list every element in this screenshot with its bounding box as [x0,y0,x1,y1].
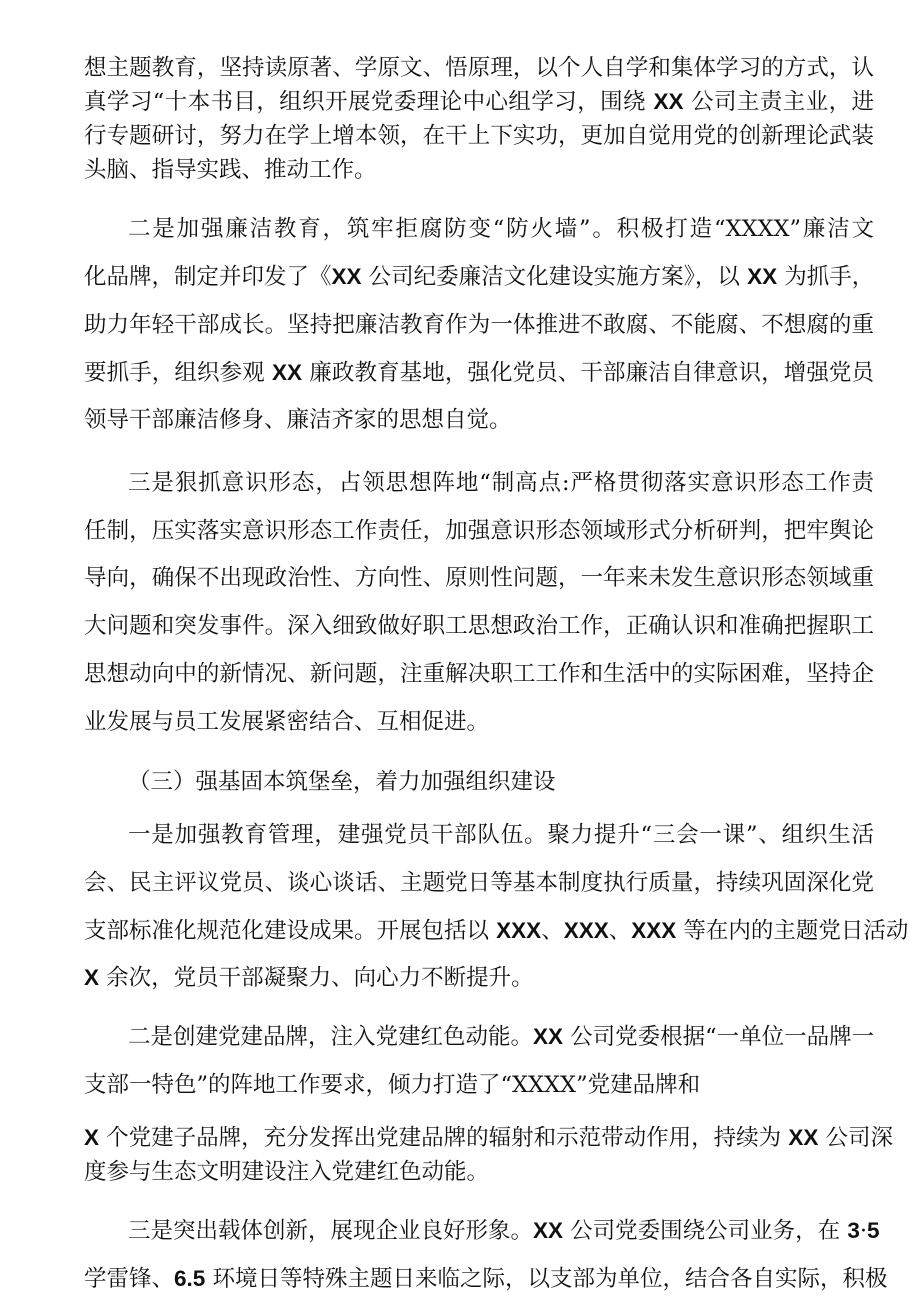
bold-text-run: XX [272,360,303,385]
text-line-5 [128,214,874,244]
text-line-19 [84,963,874,993]
text-run: 学雷锋、 [84,1266,175,1292]
text-run: 助力年轻干部成长。坚持把廉洁教育作为一体推进不敢腐、不能腐、不想腐的重 [84,312,874,338]
bold-text-run: XX [331,264,362,289]
text-run: 化品牌，制定并印发了《 [84,264,332,290]
text-line-18 [84,916,909,946]
text-run: 真学习“十本书目，组织开展党委理论中心组学习，围绕 [84,89,654,115]
text-run: 公司党委围绕公司业务，在 [563,1218,848,1244]
text-run: 要抓手，组织参观 [84,360,272,386]
text-line-6 [84,262,874,292]
text-line-15 [84,707,874,737]
text-run: 公司主责主业，进 [683,89,875,115]
text-run: 、 [608,918,632,944]
text-run: · [859,1218,868,1244]
text-run: 环境日等特殊主题日来临之际，以支部为单位，结合各自实际，积极 [205,1266,888,1292]
text-line-7 [84,310,874,340]
text-line-1 [84,53,874,83]
text-run: 导向，确保不出现政治性、方向性、原则性问题，一年来未发生意识形态领域重 [84,565,874,591]
text-line-20 [128,1022,874,1052]
text-line-22 [84,1123,893,1153]
bold-text-run: XX [788,1125,819,1150]
text-run: 思想动向中的新情况、新问题，注重解决职工工作和生活中的实际困难，坚持企 [84,661,874,687]
text-run: 三是突出载体创新，展现企业良好形象。 [128,1218,534,1244]
section-heading [128,767,874,797]
text-line-21 [84,1070,874,1100]
text-run: 公司深 [818,1125,893,1151]
bold-text-run: XXX [496,918,542,943]
text-run: 余次，党员干部凝聚力、向心力不断提升。 [99,965,534,991]
text-run: 大问题和突发事件。深入细致做好职工思想政治工作，正确认识和准确把握职工 [84,613,874,639]
text-line-25 [84,1264,888,1294]
bold-text-run: X [84,1125,100,1150]
text-run: 领导干部廉洁修身、廉洁齐家的思想自觉。 [84,407,512,433]
text-run: 一是加强教育管理，建强党员干部队伍。聚力提升“三会一课”、组织生活 [128,822,874,848]
text-run: 公司纪委廉洁文化建设实施方案》，以 [361,264,748,290]
text-line-8 [84,358,874,388]
bold-text-run: 3 [847,1218,860,1243]
text-line-14 [84,659,874,689]
bold-text-run: XXX [631,918,677,943]
text-run: 想主题教育，坚持读原著、学原文、悟原理，以个人自学和集体学习的方式，认 [84,55,874,81]
text-run: 个党建子品牌，充分发挥出党建品牌的辐射和示范带动作用，持续为 [99,1125,789,1151]
bold-text-run: XX [747,264,778,289]
text-run: 头脑、指导实践、推动工作。 [84,157,377,183]
bold-text-run: XX [533,1218,564,1243]
text-line-13 [84,611,874,641]
text-line-10 [128,468,874,498]
text-run: 公司党委根据“一单位一品牌一 [563,1024,875,1050]
text-run: 支部标准化规范化建设成果。开展包括以 [84,918,497,944]
text-run: 度参与生态文明建设注入党建红色动能。 [84,1159,490,1185]
text-line-17 [84,868,874,898]
text-line-12 [84,563,874,593]
text-line-23 [84,1157,874,1187]
text-run: 三是狠抓意识形态，占领思想阵地“制高点:严格贯彻落实意识形态工作责 [128,470,874,496]
text-run: 廉政教育基地，强化党员、干部廉洁自律意识，增强党员 [302,360,875,386]
bold-text-run: XX [653,89,684,114]
text-line-3 [84,121,874,151]
text-run: 任制，压实落实意识形态工作责任，加强意识形态领域形式分析研判，把牢舆论 [84,518,874,544]
text-line-2 [84,87,874,117]
bold-text-run: XXX [563,918,609,943]
text-run: 支部一特色”的阵地工作要求，倾力打造了“XXXX”党建品牌和 [84,1072,701,1098]
text-run: 二是加强廉洁教育，筑牢拒腐防变“防火墙”。积极打造“XXXX”廉洁文 [128,216,874,242]
text-run: 二是创建党建品牌，注入党建红色动能。 [128,1024,534,1050]
text-run: 等在内的主题党日活动 [676,918,909,944]
bold-text-run: X [84,965,100,990]
text-run: 会、民主评议党员、谈心谈话、主题党日等基本制度执行质量，持续巩固深化党 [84,870,874,896]
bold-text-run: 5 [867,1218,880,1243]
text-line-24 [128,1216,880,1246]
text-run: 行专题研讨，努力在学上增本领，在干上下实功，更加自觉用党的创新理论武装 [84,123,874,149]
text-line-9 [84,405,874,435]
text-run: 为抓手， [777,264,875,290]
bold-text-run: XX [533,1024,564,1049]
text-line-4 [84,155,874,185]
text-run: 、 [541,918,564,944]
text-line-16 [128,820,874,850]
text-run: 业发展与员工发展紧密结合、互相促进。 [84,709,490,735]
bold-text-run: 6.5 [174,1266,206,1291]
text-run: （三）强基固本筑堡垒，着力加强组织建设 [128,769,556,795]
text-line-11 [84,516,874,546]
